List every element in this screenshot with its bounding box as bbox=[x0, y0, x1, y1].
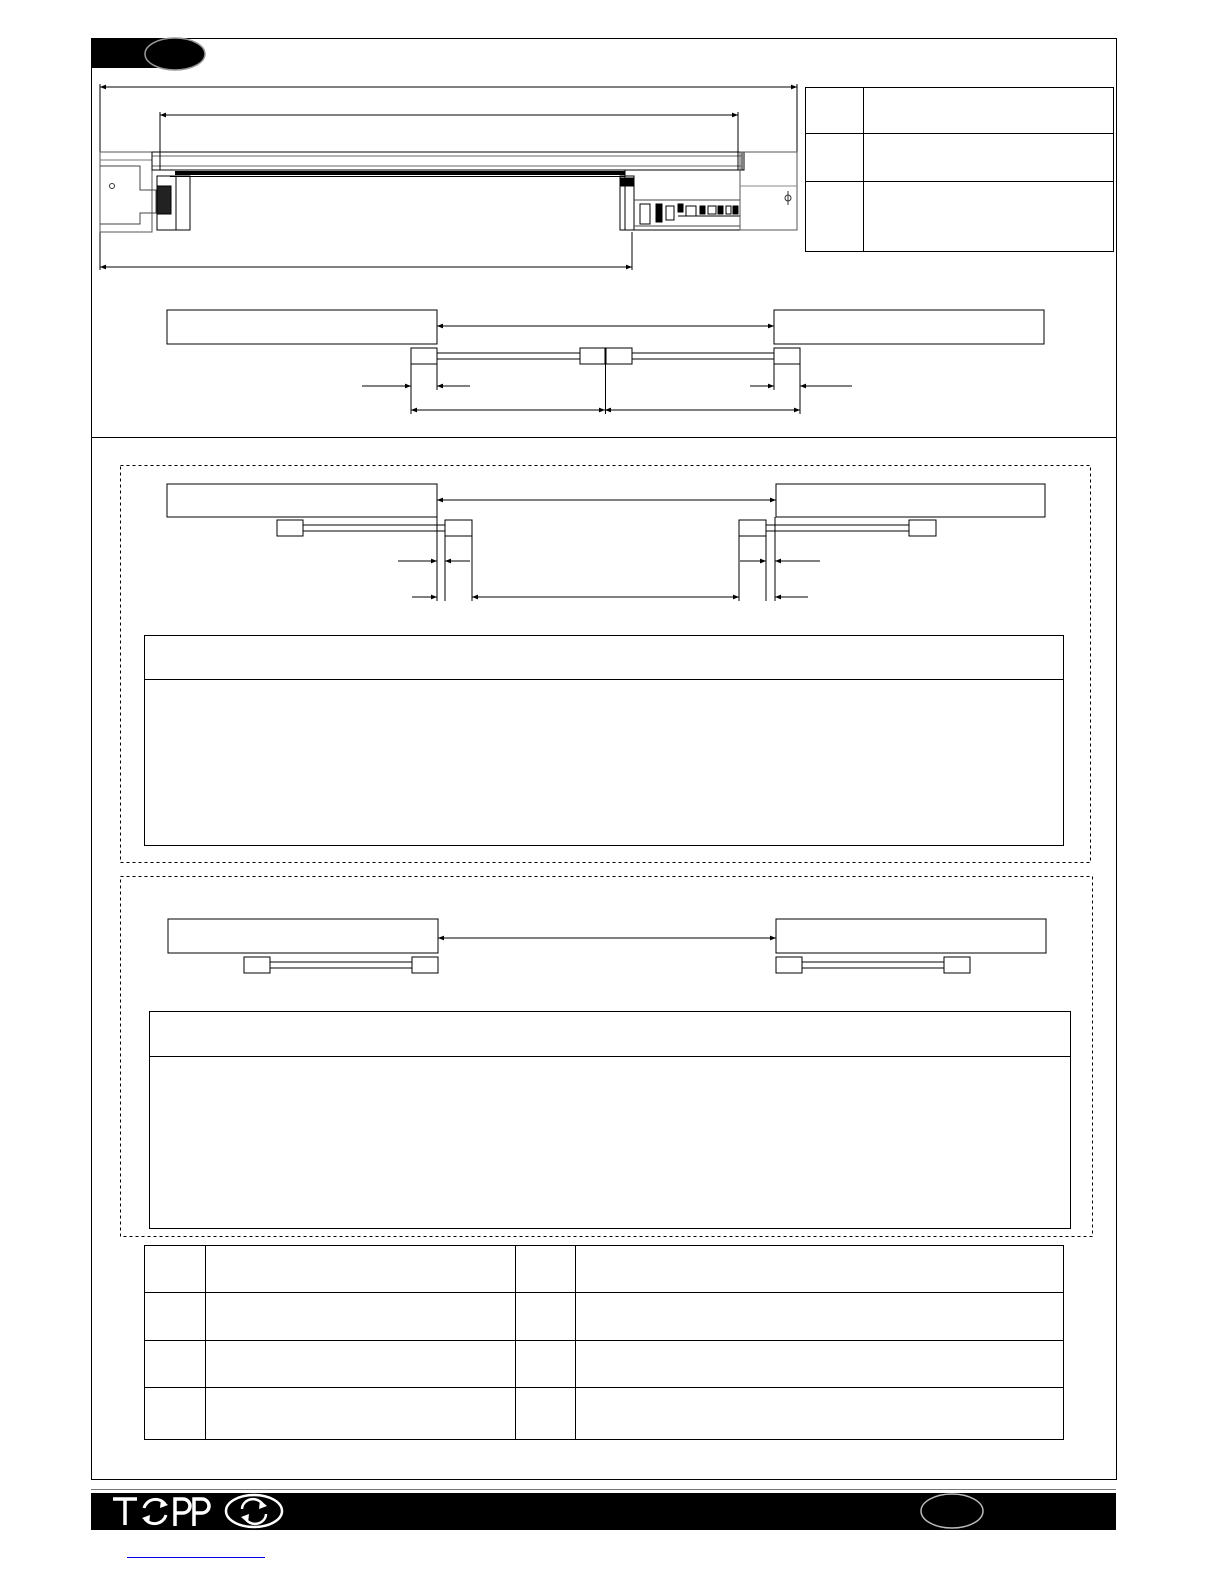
table-cell bbox=[576, 1293, 1064, 1341]
table-cell bbox=[516, 1341, 576, 1388]
table-header-row bbox=[150, 1012, 1071, 1057]
actuator-box-right bbox=[774, 310, 1044, 344]
bracket-block bbox=[277, 520, 303, 536]
table-cell bbox=[150, 1057, 1071, 1229]
table-cell bbox=[806, 88, 864, 134]
double-actuator-diagram-outer bbox=[168, 919, 1046, 973]
bracket-block bbox=[909, 520, 936, 536]
table-row bbox=[806, 134, 1114, 182]
bracket-block bbox=[739, 520, 766, 536]
table-cell bbox=[516, 1293, 576, 1341]
table-header-cell bbox=[145, 636, 1064, 680]
table-row bbox=[145, 680, 1064, 846]
bracket-block bbox=[774, 348, 800, 364]
table-cell bbox=[806, 134, 864, 182]
bracket-block bbox=[412, 957, 438, 973]
table-row bbox=[806, 88, 1114, 134]
actuator-rail bbox=[152, 152, 744, 170]
table-cell bbox=[864, 182, 1114, 252]
front-bracket bbox=[157, 176, 190, 230]
table-header-row bbox=[145, 636, 1064, 680]
table-cell bbox=[206, 1293, 516, 1341]
table-cell bbox=[576, 1388, 1064, 1440]
double-actuator-diagram-centered bbox=[167, 310, 1044, 414]
bracket-block bbox=[606, 348, 632, 364]
table-cell bbox=[206, 1388, 516, 1440]
configuration-b-table bbox=[149, 1011, 1071, 1229]
table-cell bbox=[576, 1341, 1064, 1388]
bracket-block bbox=[944, 957, 970, 973]
motor-housing bbox=[620, 170, 740, 230]
table-cell bbox=[145, 1341, 206, 1388]
actuator-box-left bbox=[168, 919, 438, 953]
section-tab-badge bbox=[145, 38, 205, 70]
table-cell bbox=[806, 182, 864, 252]
table-row bbox=[145, 1246, 1064, 1293]
table-cell bbox=[206, 1246, 516, 1293]
bracket-block bbox=[580, 348, 605, 364]
configuration-a-table bbox=[144, 635, 1064, 846]
table-row bbox=[806, 182, 1114, 252]
table-cell bbox=[516, 1246, 576, 1293]
section-tab bbox=[91, 38, 205, 70]
table-cell bbox=[864, 134, 1114, 182]
table-row bbox=[145, 1293, 1064, 1341]
table-cell bbox=[145, 680, 1064, 846]
table-row bbox=[145, 1341, 1064, 1388]
table-cell bbox=[145, 1246, 206, 1293]
bracket-block bbox=[445, 520, 472, 536]
bracket-block bbox=[411, 348, 437, 364]
left-end-cap bbox=[100, 152, 156, 232]
double-actuator-diagram-split bbox=[167, 484, 1045, 601]
parameter-table bbox=[144, 1245, 1064, 1440]
table-row bbox=[145, 1388, 1064, 1440]
actuator-side-view bbox=[100, 84, 797, 270]
actuator-chain bbox=[170, 171, 625, 177]
dimension-spec-table bbox=[805, 87, 1114, 252]
table-row bbox=[150, 1057, 1071, 1229]
hyperlink-underline[interactable] bbox=[127, 1557, 265, 1558]
table-cell bbox=[145, 1388, 206, 1440]
bracket-block bbox=[244, 957, 270, 973]
table-cell bbox=[576, 1246, 1064, 1293]
right-end-cap bbox=[740, 152, 797, 230]
table-header-cell bbox=[150, 1012, 1071, 1057]
table-cell bbox=[864, 88, 1114, 134]
actuator-box-right bbox=[776, 484, 1045, 517]
actuator-box-right bbox=[776, 919, 1046, 953]
page-number-badge bbox=[921, 1494, 983, 1528]
table-cell bbox=[145, 1293, 206, 1341]
actuator-box-left bbox=[167, 484, 437, 517]
actuator-box-left bbox=[167, 310, 437, 344]
bracket-block bbox=[776, 957, 802, 973]
table-cell bbox=[206, 1341, 516, 1388]
table-cell bbox=[516, 1388, 576, 1440]
